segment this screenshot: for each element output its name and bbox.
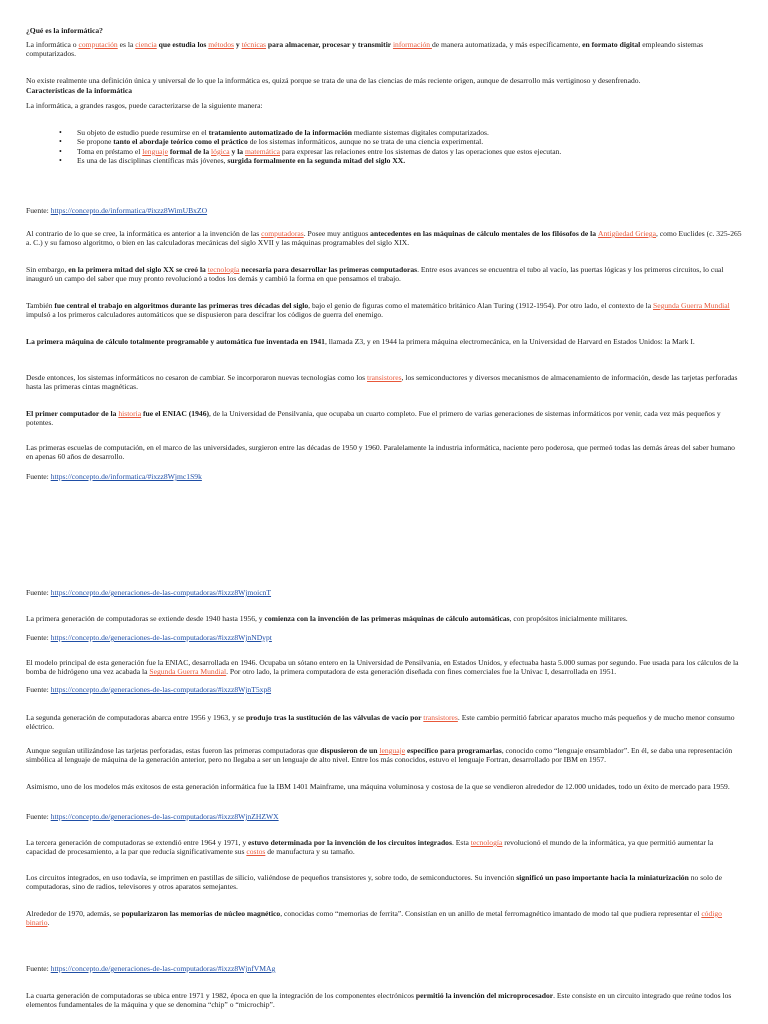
source-label: Fuente: <box>26 633 51 642</box>
inline-reference-link[interactable]: computación <box>78 40 118 49</box>
source-link[interactable]: https://concepto.de/informatica/#ixzz8Wjmc1S9k <box>50 472 202 481</box>
source-link[interactable]: https://concepto.de/generaciones-de-las-computadoras/#ixzz8WjnfVMAg <box>50 964 276 973</box>
paragraph <box>26 409 742 428</box>
paragraph <box>26 782 742 791</box>
text-run: para expresar las relaciones entre los sistemas de datos y las operaciones que estos ejecutan. <box>280 146 562 156</box>
text-run: no solo de computadoras, sino de radios, televisores y otros aparatos semejantes. <box>26 873 722 892</box>
bold-text: estuvo determinada por la invención de los circuitos integrados <box>248 838 452 847</box>
inline-reference-link[interactable]: costos <box>246 847 266 857</box>
source-link[interactable]: https://concepto.de/generaciones-de-las-computadoras/#ixzz8WjnT5xp8 <box>50 685 272 694</box>
inline-reference-link[interactable]: lenguaje <box>142 146 168 156</box>
text-run: empleando sistemas computarizados. <box>26 40 704 59</box>
heading-que-es-informatica: ¿Qué es la informática? <box>26 26 103 35</box>
inline-reference-link[interactable]: métodos <box>208 40 234 49</box>
inline-reference-link[interactable]: lenguaje <box>379 746 406 755</box>
inline-reference-link[interactable]: matemática <box>245 146 280 156</box>
paragraph <box>26 746 742 765</box>
paragraph <box>26 373 742 392</box>
text-run: También <box>26 301 55 310</box>
bold-text: El primer computador de la <box>26 409 119 418</box>
paragraph <box>26 40 742 59</box>
inline-reference-link[interactable]: tecnología <box>470 838 503 847</box>
bold-text: fue el ENIAC (1946) <box>141 409 210 418</box>
paragraph <box>26 443 742 462</box>
text-run: Las primeras escuelas de computación, en el marco de las universidades, surgieron entre las décadas de 1950 y 1960. Paralelamente la industria informática, naciente pero poderosa, que permeó todas las demás áreas del saber humano en apenas 60 años de desarrollo. <box>26 443 735 462</box>
bold-text: surgida formalmente en la segunda mitad del siglo XX. <box>227 156 406 166</box>
text-run: , como Euclides (c. 325-265 a. C.) y su famoso algoritmo, o bien en las calculadoras mecánicas del siglo XVII y las máquinas programables del siglo XIX. <box>26 229 742 248</box>
inline-reference-link[interactable]: técnicas <box>241 40 267 49</box>
text-run: Al contrario de lo que se cree, la informática es anterior a la invención de las <box>26 229 262 238</box>
bold-text: produjo tras la sustitución de las válvulas de vacío por <box>245 713 424 722</box>
text-run: de manufactura y su tamaño. <box>265 847 355 857</box>
bold-text: tratamiento automatizado de la información <box>208 128 353 137</box>
source-line <box>26 588 742 597</box>
inline-reference-link[interactable]: tecnología <box>207 265 240 274</box>
inline-reference-link[interactable]: código binario <box>26 909 722 928</box>
text-run: Toma en préstamo el <box>77 146 143 156</box>
paragraph <box>26 713 742 732</box>
bold-text: y la <box>229 146 245 156</box>
source-line <box>26 206 742 215</box>
bold-text: antecedentes en las máquinas de cálculo mentales de los filósofos de la <box>370 229 598 238</box>
bold-text: significó un paso importante hacia la miniaturización <box>516 873 689 882</box>
bold-text: formal de la <box>168 146 212 156</box>
paragraph <box>26 337 742 346</box>
source-link[interactable]: https://concepto.de/informatica/#ixzz8WimUBxZO <box>50 206 208 215</box>
bold-text: popularizaron las memorias de núcleo magnético <box>121 909 281 918</box>
list-item <box>26 137 742 146</box>
inline-reference-link[interactable]: Segunda Guerra Mundial <box>652 301 730 310</box>
bold-text: fue central el trabajo en algoritmos durante las primeras tres décadas del siglo <box>54 301 309 310</box>
source-line <box>26 633 742 642</box>
text-run: La informática, a grandes rasgos, puede caracterizarse de la siguiente manera: <box>26 101 263 110</box>
bold-text: tanto el abordaje teórico como el práctico <box>113 137 248 147</box>
text-run: . <box>47 918 50 928</box>
bold-text: comienza con la invención de las primeras máquinas de cálculo automáticas <box>264 614 510 623</box>
text-run: Aunque seguían utilizándose las tarjetas perforadas, estas fueron las primeras computadoras que <box>26 746 321 755</box>
text-run: No existe realmente una definición única y universal de lo que la informática es, quizá porque se trata de una de las ciencias de más reciente origen, aunque de desarrollo más vertiginoso y desenfrenado. <box>26 76 641 85</box>
text-run: La informática o <box>26 40 79 49</box>
paragraph <box>26 301 742 320</box>
source-link[interactable]: https://concepto.de/generaciones-de-las-computadoras/#ixzz8WjnNDypt <box>50 633 272 642</box>
text-run: La cuarta generación de computadoras se ubica entre 1971 y 1982, época en que la integración de los componentes electrónicos <box>26 991 416 1000</box>
text-run: de los sistemas informáticos, aunque no se trata de una ciencia experimental. <box>247 137 484 147</box>
bold-text: permitió la invención del microprocesador <box>415 991 554 1000</box>
bold-text: en formato digital <box>582 40 641 49</box>
paragraph <box>26 838 742 857</box>
text-run: de manera automatizada, y más específicamente, <box>431 40 583 49</box>
text-run: , los semiconductores y diversos mecanismos de almacenamiento de información, desde las tarjetas perforadas hasta las primeras cintas magnéticas. <box>26 373 738 392</box>
bold-text: para almacenar, procesar y transmitir <box>266 40 393 49</box>
bold-text: que estudia los <box>156 40 209 49</box>
text-run: Desde entonces, los sistemas informáticos no cesaron de cambiar. Se incorporaron nuevas tecnologías como los <box>26 373 367 382</box>
text-run: Su objeto de estudio puede resumirse en el <box>77 128 209 137</box>
source-line <box>26 685 742 694</box>
list-item <box>26 128 742 137</box>
source-line <box>26 812 742 821</box>
inline-reference-link[interactable]: Antigüedad Griega <box>597 229 656 238</box>
text-run: mediante sistemas digitales computarizados. <box>352 128 489 137</box>
paragraph <box>26 265 742 284</box>
paragraph <box>26 614 742 623</box>
inline-reference-link[interactable]: transistores <box>367 373 402 382</box>
source-label: Fuente: <box>26 588 51 597</box>
text-run: Es una de las disciplinas científicas más jóvenes, <box>77 156 228 166</box>
text-run: revolucionó el mundo de la informática, ya que permitió aumentar la capacidad de procesamiento, a la par que reducía significativamente sus <box>26 838 714 857</box>
bold-text: específico para programarlas <box>405 746 502 755</box>
bold-text: y <box>233 40 242 49</box>
paragraph <box>26 101 742 110</box>
text-run: Sin embargo, <box>26 265 69 274</box>
list-item <box>26 156 742 165</box>
paragraph <box>26 658 742 677</box>
text-run: Asimismo, uno de los modelos más exitosos de esta generación informática fue la IBM 1401 Mainframe, una máquina voluminosa y costosa de la que se vendieron alrededor de 12.000 unidades, todo un éxito de mercado para 1959. <box>26 782 730 791</box>
text-run: impulsó a los primeros calculadores automáticos que se dispusieron para descifrar los códigos de guerra del enemigo. <box>26 310 384 320</box>
text-run: La segunda generación de computadoras abarca entre 1956 y 1963, y se <box>26 713 246 722</box>
paragraph <box>26 229 742 248</box>
paragraph <box>26 76 742 85</box>
characteristics-list <box>26 128 742 166</box>
list-item <box>26 147 742 156</box>
inline-reference-link[interactable]: transistores <box>423 713 458 722</box>
text-run: , conocido como “lenguaje ensamblador”. En él, se daba una representación simbólica al lenguaje de máquina de la generación anterior, pero no llegaba a ser un lenguaje de alto nivel. Entre los más conocidos, estuvo el lenguaje Fortran, desarrollado por IBM en 1957. <box>26 746 733 765</box>
text-run: Se propone <box>77 137 114 147</box>
source-line <box>26 472 742 481</box>
text-run: . Entre esos avances se encuentra el tubo al vacío, las puertas lógicas y los primeros circuitos, lo cual inauguró un campo del saber que muy pronto revolucionó a todos los demás y cambió la forma en que pensamos el trabajo. <box>26 265 724 284</box>
text-run: El modelo principal de esta generación fue la ENIAC, desarrollada en 1946. Ocupaba un sótano entero en la Universidad de Pensilvania, en Estados Unidos, y efectuaba hasta 5.000 sumas por segundo. Fue usada para los cálculos de la bomba de hidrógeno una vez acabada la <box>26 658 739 677</box>
source-line <box>26 964 742 973</box>
inline-reference-link[interactable]: lógica <box>211 146 230 156</box>
text-run: , conocidas como “memorias de ferrita”. Consistían en un anillo de metal ferromagnético imantado de modo tal que pudiera representar el <box>280 909 702 918</box>
source-label: Fuente: <box>26 964 51 973</box>
text-run: , llamada Z3, y en 1944 la primera máquina electromecánica, en la Universidad de Harvard en Estados Unidos: la Mark I. <box>324 337 695 346</box>
bold-text: en la primera mitad del siglo XX se creó la <box>68 265 208 274</box>
text-run: La tercera generación de computadoras se extendió entre 1964 y 1971, y <box>26 838 249 847</box>
paragraph <box>26 991 742 1010</box>
text-run: , bajo el genio de figuras como el matemático británico Alan Turing (1912-1954). Por otro lado, el contexto de la <box>308 301 653 310</box>
inline-reference-link[interactable]: computadoras <box>261 229 304 238</box>
text-run: La primera generación de computadoras se extiende desde 1940 hasta 1956, y <box>26 614 265 623</box>
text-run: . Posee muy antiguos <box>303 229 371 238</box>
source-label: Fuente: <box>26 812 51 821</box>
source-label: Fuente: <box>26 685 51 694</box>
source-link[interactable]: https://concepto.de/generaciones-de-las-computadoras/#ixzz8WjmoicnT <box>50 588 272 597</box>
paragraph <box>26 873 742 892</box>
inline-reference-link[interactable]: información <box>392 40 432 49</box>
text-run: es la <box>117 40 136 49</box>
bold-text: dispusieron de un <box>320 746 380 755</box>
text-run: . Esta <box>451 838 471 847</box>
subheading-caracteristicas: Características de la informática <box>26 86 133 95</box>
inline-reference-link[interactable]: Segunda Guerra Mundial <box>149 667 227 677</box>
bold-text: La primera máquina de cálculo totalmente programable y automática fue inventada en 1941 <box>26 337 325 346</box>
bold-text: necesaria para desarrollar las primeras computadoras <box>239 265 418 274</box>
paragraph <box>26 909 742 928</box>
text-run: . Este cambio permitió fabricar aparatos mucho más pequeños y de mucho menor consumo eléctrico. <box>26 713 735 732</box>
text-run: , con propósitos inicialmente militares. <box>509 614 628 623</box>
text-run: , de la Universidad de Pensilvania, que ocupaba un cuarto completo. Fue el primero de varias generaciones de sistemas informáticos por venir, cada vez más pequeños y potentes. <box>26 409 721 428</box>
source-link[interactable]: https://concepto.de/generaciones-de-las-computadoras/#ixzz8WjnZHZWX <box>50 812 279 821</box>
text-run: . Por otro lado, la primera computadora de esta generación diseñada con fines comerciales fue la Univac I, desarrollada en 1951. <box>226 667 617 677</box>
inline-reference-link[interactable]: ciencia <box>135 40 157 49</box>
source-label: Fuente: <box>26 206 51 215</box>
source-label: Fuente: <box>26 472 51 481</box>
text-run: . Este consiste en un circuito integrado que reúne todos los elementos fundamentales de la máquina y que se denomina “chip” o “microchip”. <box>26 991 732 1010</box>
inline-reference-link[interactable]: historia <box>118 409 142 418</box>
text-run: Alrededor de 1970, además, se <box>26 909 122 918</box>
text-run: Los circuitos integrados, en uso todavía, se imprimen en pastillas de silicio, valiéndose de pequeños transistores y, sobre todo, de semiconductores. Su invención <box>26 873 517 882</box>
